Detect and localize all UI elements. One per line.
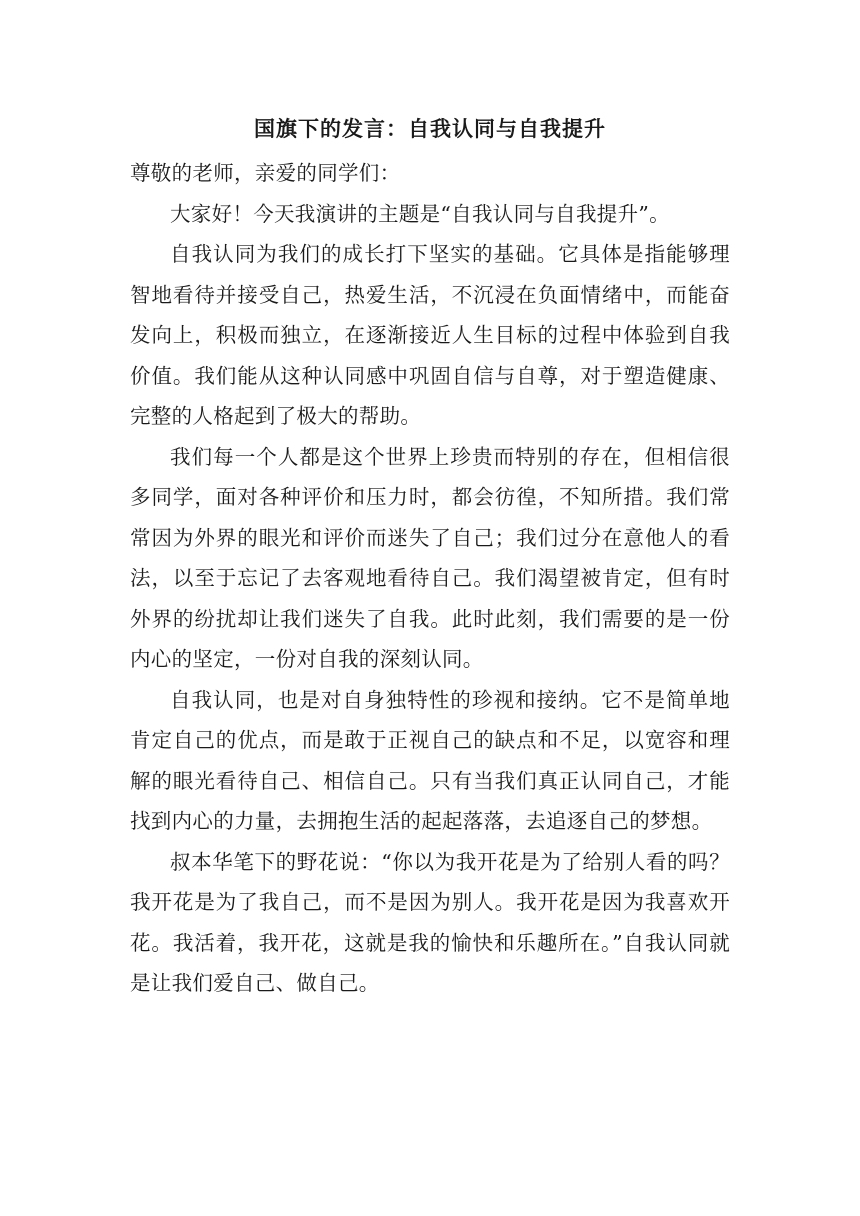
document-title: 国旗下的发言：自我认同与自我提升 bbox=[254, 117, 606, 141]
greeting-line: 尊敬的老师，亲爱的同学们： bbox=[130, 161, 401, 185]
document-body bbox=[130, 153, 730, 1004]
paragraph-self-identity-foundation: 自我认同为我们的成长打下坚实的基础。它具体是指能够理智地看待并接受自己，热爱生活，不沉浸在负面情绪中，而能奋发向上，积极而独立，在逐渐接近人生目标的过程中体验到自我价值。我们能从这种认同感中巩固自信与自尊，对于塑造健康、完整的人格起到了极大的帮助。 bbox=[130, 242, 730, 428]
paragraph-acceptance: 自我认同，也是对自身独特性的珍视和接纳。它不是简单地肯定自己的优点，而是敢于正视自己的缺点和不足，以宽容和理解的眼光看待自己、相信自己。只有当我们真正认同自己，才能找到内心的力量，去拥抱生活的起起落落，去追逐自己的梦想。 bbox=[130, 687, 730, 833]
paragraph-lost-self: 我们每一个人都是这个世界上珍贵而特别的存在，但相信很多同学，面对各种评价和压力时，都会彷徨，不知所措。我们常常因为外界的眼光和评价而迷失了自己；我们过分在意他人的看法，以至于忘记了去客观地看待自己。我们渴望被肯定，但有时外界的纷扰却让我们迷失了自我。此时此刻，我们需要的是一份内心的坚定，一份对自我的深刻认同。 bbox=[130, 444, 730, 671]
paragraph-schopenhauer-quote: 叔本华笔下的野花说：“你以为我开花是为了给别人看的吗？我开花是为了我自己，而不是因为别人。我开花是因为我喜欢开花。我活着，我开花，这就是我的愉快和乐趣所在。”自我认同就是让我们爱自己、做自己。 bbox=[130, 849, 730, 995]
paragraph-opening: 大家好！今天我演讲的主题是“自我认同与自我提升”。 bbox=[170, 201, 670, 226]
